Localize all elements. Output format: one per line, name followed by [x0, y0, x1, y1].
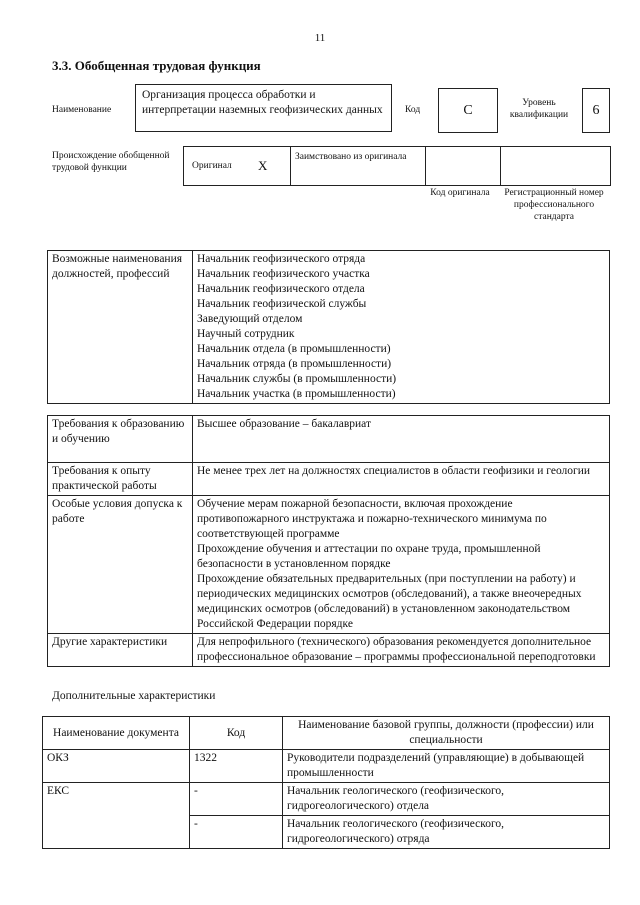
additional-header-code: Код	[190, 717, 283, 750]
additional-title: Дополнительные характеристики	[52, 690, 216, 702]
position-item: Заведующий отделом	[197, 313, 303, 325]
requirement-label: Требования к опыту практической работы	[48, 463, 193, 496]
additional-code: -	[190, 816, 283, 849]
requirement-value	[193, 634, 610, 667]
code-value-box	[438, 88, 498, 133]
requirement-row	[48, 416, 610, 463]
requirement-value	[193, 416, 610, 463]
reg-number-caption: Регистрационный номер профессионального стандарта	[504, 188, 604, 222]
requirement-value	[193, 496, 610, 634]
additional-row	[43, 750, 610, 783]
requirement-paragraph: Не менее трех лет на должностях специалистов в области геофизики и геологии	[197, 465, 591, 477]
requirement-value	[193, 463, 610, 496]
position-item: Начальник участка (в промышленности)	[197, 388, 396, 400]
section-title: 3.3. Обобщенная трудовая функция	[52, 58, 261, 73]
position-item: Начальник службы (в промышленности)	[197, 373, 397, 385]
origin-label: Происхождение обобщенной трудовой функции	[52, 151, 170, 173]
positions-table	[47, 250, 610, 404]
additional-header-doc: Наименование документа	[43, 717, 190, 750]
positions-label: Возможные наименования должностей, профессий	[48, 251, 193, 404]
requirement-row	[48, 496, 610, 634]
additional-name: Начальник геологического (геофизического, гидрогеологического) отряда	[283, 816, 610, 849]
code-value: C	[463, 102, 473, 118]
requirement-label: Особые условия допуска к работе	[48, 496, 193, 634]
requirement-paragraph: Для непрофильного (технического) образования рекомендуется дополнительное профессиональное образование – программы профессиональной переподготовки	[197, 636, 596, 663]
position-item: Начальник геофизического отряда	[197, 253, 366, 265]
origin-reg-number-cell	[501, 147, 611, 186]
additional-code: 1322	[190, 750, 283, 783]
level-label: Уровень квалификации	[509, 98, 569, 120]
origin-original-label: Оригинал	[184, 147, 255, 186]
requirement-row	[48, 463, 610, 496]
requirement-paragraph: Прохождение обязательных предварительных (при поступлении на работу) и периодических медицинских осмотров (обследований), а также внеочередных медицинских осмотров (обследований) в установленном законодательством Российской Федерации порядке	[197, 573, 582, 630]
additional-doc: ЕКС	[43, 783, 190, 849]
origin-original-mark: X	[254, 147, 291, 186]
position-item: Начальник геофизической службы	[197, 298, 367, 310]
position-item: Начальник геофизического участка	[197, 268, 370, 280]
requirement-label: Требования к образованию и обучению	[48, 416, 193, 463]
requirement-paragraph: Высшее образование – бакалавриат	[197, 418, 371, 430]
name-label: Наименование	[52, 105, 112, 115]
additional-table	[42, 716, 610, 849]
requirement-label: Другие характеристики	[48, 634, 193, 667]
requirement-paragraph: Прохождение обучения и аттестации по охране труда, промышленной безопасности в установленном порядке	[197, 543, 541, 570]
function-name-value: Организация процесса обработки и интерпретации наземных геофизических данных	[142, 89, 383, 116]
code-original-caption: Код оригинала	[430, 188, 490, 198]
function-name-box	[135, 84, 392, 132]
page-number: 11	[314, 32, 326, 44]
positions-list	[193, 251, 610, 404]
additional-row	[43, 783, 610, 816]
additional-name: Начальник геологического (геофизического, гидрогеологического) отдела	[283, 783, 610, 816]
additional-name: Руководители подразделений (управляющие) в добывающей промышленности	[283, 750, 610, 783]
position-item: Начальник отдела (в промышленности)	[197, 343, 391, 355]
level-value-box	[582, 88, 610, 133]
additional-header-name: Наименование базовой группы, должности (профессии) или специальности	[283, 717, 610, 750]
requirements-table	[47, 415, 610, 667]
position-item: Начальник отряда (в промышленности)	[197, 358, 392, 370]
level-value: 6	[592, 102, 600, 118]
code-label: Код	[405, 105, 421, 115]
requirement-paragraph: Обучение мерам пожарной безопасности, включая прохождение противопожарного инструктажа и пожарно-технического минимума по соответствующей программе	[197, 498, 547, 540]
position-item: Научный сотрудник	[197, 328, 295, 340]
requirement-row	[48, 634, 610, 667]
additional-header-row	[43, 717, 610, 750]
additional-code: -	[190, 783, 283, 816]
origin-code-cell	[426, 147, 501, 186]
additional-doc: ОКЗ	[43, 750, 190, 783]
position-item: Начальник геофизического отдела	[197, 283, 365, 295]
origin-table	[183, 146, 611, 186]
origin-borrowed-label: Заимствовано из оригинала	[291, 147, 426, 186]
